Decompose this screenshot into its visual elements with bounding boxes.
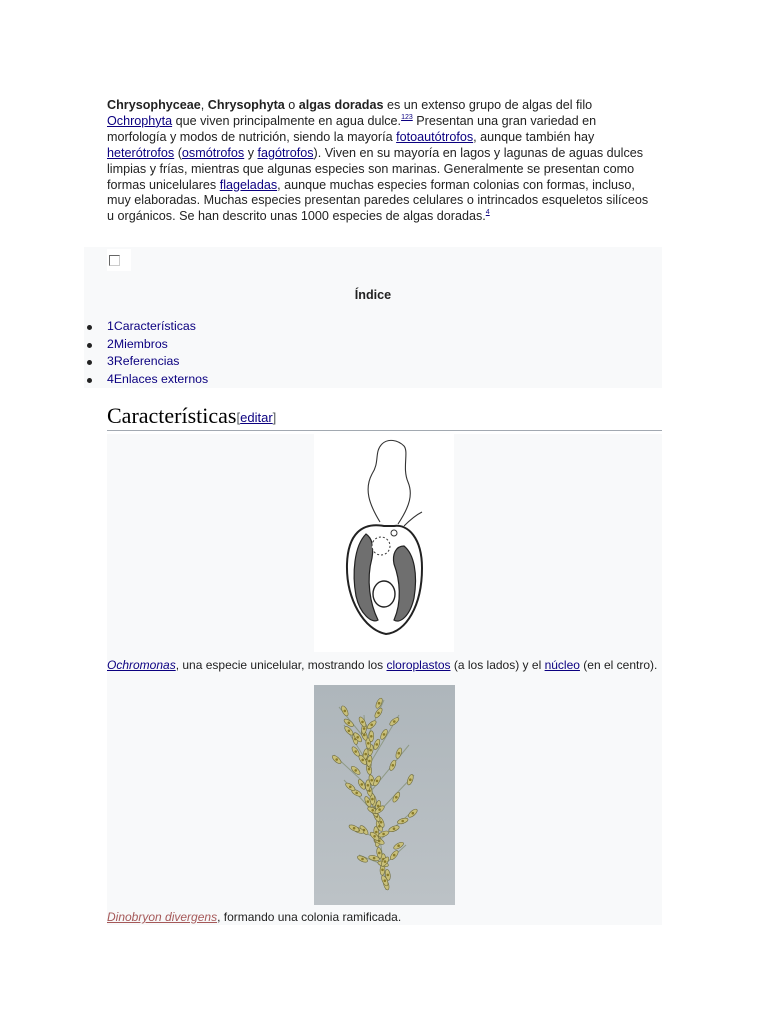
colony-cell-chloroplast — [368, 768, 371, 771]
toc-number: 2 — [107, 336, 114, 351]
colony-cell-chloroplast — [371, 798, 374, 801]
colony-cell-chloroplast — [361, 858, 364, 861]
toc-link-caracteristicas[interactable] — [107, 319, 196, 333]
colony-cell-chloroplast — [384, 879, 387, 882]
term-algas-doradas: algas doradas — [298, 98, 384, 112]
colony-cell-chloroplast — [361, 783, 364, 786]
link-heterotrofos[interactable]: heterótrofos — [107, 145, 175, 160]
intro-text: Presentan una gran variedad en morfología y modos de nutrición, siendo la mayoría — [107, 113, 597, 144]
colony-cell-chloroplast — [412, 812, 415, 815]
edit-section — [237, 410, 277, 425]
link-fagotrofos[interactable]: fagótrofos — [257, 145, 314, 160]
section-title: Características — [107, 403, 237, 428]
colony-cell-chloroplast — [393, 827, 396, 830]
colony-cell-chloroplast — [367, 742, 370, 745]
toc-item[interactable] — [84, 319, 208, 337]
caption-text: (a los lados) y el — [450, 658, 545, 672]
link-cloroplastos[interactable]: cloroplastos — [386, 658, 451, 672]
intro-text: ( — [174, 145, 182, 160]
colony-cell-chloroplast — [356, 736, 359, 739]
colony-cell-chloroplast — [369, 749, 372, 752]
colony-cell-chloroplast — [378, 702, 381, 705]
colony-cell-chloroplast — [382, 833, 385, 836]
link-flageladas[interactable]: flageladas — [219, 177, 278, 192]
toc-label: Referencias — [113, 354, 180, 369]
colony-cell-chloroplast — [354, 750, 357, 753]
colony-cell-chloroplast — [377, 712, 380, 715]
edit-bracket-close: ] — [272, 410, 277, 425]
colony-cell-chloroplast — [355, 792, 358, 795]
colony-cell-chloroplast — [354, 769, 357, 772]
toc-toggle[interactable] — [107, 249, 131, 271]
edit-link[interactable]: editar — [240, 410, 273, 425]
link-dinobryon-divergens[interactable]: Dinobryon divergens — [107, 910, 218, 924]
colony-cell-chloroplast — [348, 722, 351, 725]
colony-cell-chloroplast — [409, 778, 412, 781]
colony-cell-chloroplast — [393, 720, 396, 723]
colony-cell-chloroplast — [392, 764, 395, 767]
colony-cell-chloroplast — [370, 779, 373, 782]
toc-label: Características — [113, 319, 196, 333]
intro-text: ). Viven en su mayoría en lagos y lagunas de aguas dulces limpias y frías, mientras que algunas especies son marinas. Generalmente se presentan como formas unicelulares — [107, 145, 644, 192]
toc-list — [84, 319, 208, 389]
toc-link-referencias[interactable] — [107, 354, 179, 368]
colony-cell-chloroplast — [349, 786, 352, 789]
figure-caption-ochromonas — [107, 658, 657, 673]
reference-link[interactable]: 4 — [485, 209, 490, 217]
term-chrysophyta: Chrysophyta — [207, 98, 285, 112]
colony-cell-chloroplast — [378, 808, 381, 811]
term-chrysophyceae: Chrysophyceae — [107, 98, 201, 112]
colony-cell-chloroplast — [344, 710, 347, 713]
edit-bracket-open: [ — [236, 410, 241, 425]
intro-text: , aunque muchas especies forman colonias con formas, incluso, muy elaboradas. Muchas especies presentan paredes celulares o intrincados esqueletos silíceos u orgánicos. Se han descrito unas 1000 especies de algas doradas. — [107, 177, 649, 224]
intro-separator: , — [200, 98, 208, 112]
ochromonas-drawing — [314, 434, 454, 652]
colony-cell-chloroplast — [401, 820, 404, 823]
caption-text: , una especie unicelular, mostrando los — [175, 658, 387, 672]
colony-cell-chloroplast — [375, 831, 378, 834]
bullet-icon — [87, 325, 92, 330]
colony-cell-chloroplast — [383, 733, 386, 736]
colony-cell-chloroplast — [367, 784, 370, 787]
colony-cell-chloroplast — [378, 852, 381, 855]
link-osmotrofos[interactable]: osmótrofos — [181, 145, 245, 160]
intro-text: que viven principalmente en agua dulce. — [172, 113, 402, 128]
bullet-icon — [87, 378, 92, 383]
bullet-icon — [87, 343, 92, 348]
colony-cell-chloroplast — [373, 835, 376, 838]
colony-cell-chloroplast — [376, 743, 379, 746]
intro-text: , aunque también hay — [473, 129, 595, 144]
colony-cell-chloroplast — [370, 724, 373, 727]
toc-number: 4 — [107, 371, 114, 386]
colony-cell-chloroplast — [381, 869, 384, 872]
table-of-contents — [84, 247, 662, 388]
intro-text: y — [244, 145, 258, 160]
colony-cell-chloroplast — [397, 844, 400, 847]
toc-item[interactable] — [84, 354, 208, 372]
caption-text: , formando una colonia ramificada. — [217, 910, 402, 924]
toc-title: Índice — [354, 288, 392, 302]
toc-number: 3 — [107, 354, 114, 369]
colony-cell-chloroplast — [384, 860, 387, 863]
toc-toggle-checkbox[interactable] — [109, 255, 120, 266]
colony-cell-chloroplast — [363, 727, 366, 730]
colony-cell-chloroplast — [361, 759, 364, 762]
colony-cell-chloroplast — [380, 821, 383, 824]
colony-cell-chloroplast — [353, 827, 356, 830]
reference-marker[interactable] — [401, 114, 413, 121]
toc-label: Enlaces externos — [113, 371, 209, 386]
toc-link-enlaces-externos[interactable] — [107, 372, 208, 386]
colony-cell-chloroplast — [376, 780, 379, 783]
colony-cell-chloroplast — [367, 800, 370, 803]
figures-panel — [107, 434, 662, 925]
intro-separator: o — [284, 98, 299, 112]
intro-text: es un extenso grupo de algas del filo — [383, 98, 593, 112]
toc-item[interactable] — [84, 372, 208, 390]
colony-cell-chloroplast — [373, 857, 376, 860]
link-nucleo[interactable]: núcleo — [544, 658, 580, 672]
dinobryon-colony-drawing — [314, 685, 455, 905]
colony-cell-chloroplast — [335, 758, 338, 761]
toc-item[interactable] — [84, 337, 208, 355]
toc-number: 1 — [107, 319, 114, 333]
reference-marker[interactable] — [486, 209, 490, 216]
colony-cell-chloroplast — [368, 760, 371, 763]
colony-cell-chloroplast — [393, 854, 396, 857]
colony-cell-chloroplast — [395, 796, 398, 799]
colony-cell-chloroplast — [398, 752, 401, 755]
ochromonas-illustration[interactable] — [314, 434, 454, 652]
colony-cell-chloroplast — [370, 735, 373, 738]
colony-cell-chloroplast — [371, 809, 374, 812]
intro-paragraph — [107, 98, 657, 225]
figure-caption-dinobryon — [107, 910, 401, 925]
toc-label: Miembros — [113, 336, 168, 351]
colony-cell-chloroplast — [387, 874, 390, 877]
dinobryon-micrograph[interactable] — [314, 685, 455, 905]
colony-cell-chloroplast — [361, 721, 364, 724]
reference-link[interactable]: 123 — [401, 113, 413, 121]
caption-text: (en el centro). — [579, 658, 658, 672]
colony-cell-chloroplast — [364, 753, 367, 756]
link-ochrophyta[interactable]: Ochrophyta — [107, 113, 173, 128]
link-ochromonas[interactable]: Ochromonas — [107, 658, 176, 672]
section-heading — [107, 403, 662, 431]
toc-link-miembros[interactable] — [107, 337, 168, 351]
colony-cell-chloroplast — [348, 730, 351, 733]
bullet-icon — [87, 360, 92, 365]
link-fotoautotrofos[interactable]: fotoautótrofos — [396, 129, 474, 144]
